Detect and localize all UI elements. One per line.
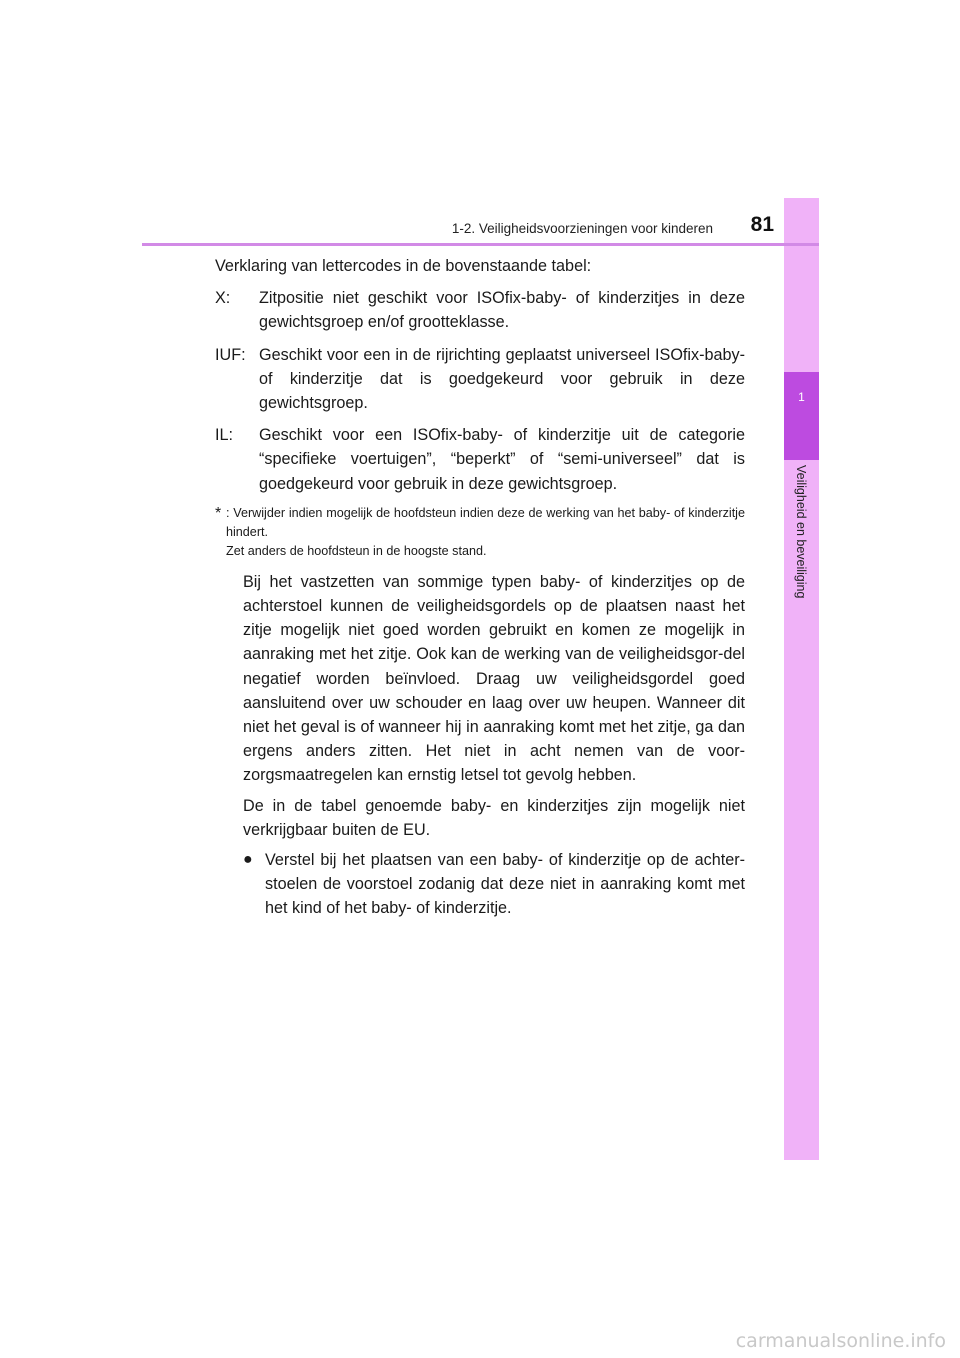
code-key: X: <box>215 289 231 308</box>
bullet-text: Verstel bij het plaatsen van een baby- of kinderzitje op de achter-stoelen de voorstoel zodanig dat deze niet in aanraking komt met het kind of het baby- of kinderzitje. <box>265 851 745 918</box>
footnote <box>215 504 745 561</box>
code-row-iuf <box>215 343 745 416</box>
section-title: 1-2. Veiligheidsvoorzieningen voor kinderen <box>451 221 713 236</box>
code-legend-intro: Verklaring van lettercodes in de bovenstaande tabel: <box>215 257 592 275</box>
footnote-asterisk: * <box>215 504 222 522</box>
list-item <box>215 848 745 921</box>
code-description: Geschikt voor een in de rijrichting geplaatst universeel ISOfix-baby- of kinderzitje dat is goedgekeurd voor gebruik in deze gewichtsgroep. <box>259 345 745 413</box>
page-content <box>215 254 745 921</box>
code-key: IL: <box>215 426 233 445</box>
bullet-icon: ● <box>243 851 253 869</box>
chapter-title: Veiligheid en beveiliging <box>794 465 808 599</box>
page-number: 81 <box>750 213 774 236</box>
body-paragraph: Bij het vastzetten van sommige typen baby- of kinderzitjes op de achterstoel kunnen de veiligheidsgordels op de plaatsen naast het zitje mogelijk niet goed worden gebruikt en komen ze mogelijk in aanraking met het zitje. Ook kan de werking van de veiligheidsgor-del negatief worden beïnvloed. Draag uw veiligheidsgordel goed aansluitend over uw schouder en laag over uw heupen. Wanneer dit niet het geval is of wanneer hij in aanraking komt met het zitje, ga dan ergens anders zitten. Het niet in acht nemen van de voor-zorgsmaatregelen kan ernstig letsel tot gevolg hebben. <box>243 572 745 785</box>
body-paragraph: De in de tabel genoemde baby- en kinderzitjes zijn mogelijk niet verkrijgbaar buiten de EU. <box>243 796 745 839</box>
footnote-line: Zet anders de hoofdsteun in de hoogste stand. <box>226 543 487 558</box>
code-description: Geschikt voor een ISOfix-baby- of kinderzitje uit de categorie “specifieke voertuigen”, “beperkt” of “semi-universeel” dat is goedgekeurd voor gebruik in deze gewichtsgroep. <box>259 426 745 493</box>
chapter-active-marker <box>784 372 819 460</box>
chapter-number: 1 <box>798 390 805 404</box>
footnote-line: : Verwijder indien mogelijk de hoofdsteun indien deze de werking van het baby- of kinderzitje hindert. <box>226 505 745 539</box>
code-description: Zitpositie niet geschikt voor ISOfix-baby- of kinderzitjes in deze gewichtsgroep en/of grootteklasse. <box>259 289 745 332</box>
header-divider <box>142 243 819 246</box>
watermark: carmanualsonline.info <box>735 1330 946 1352</box>
code-row-il <box>215 423 745 496</box>
code-row-x <box>215 286 745 334</box>
footnote-text <box>226 504 745 561</box>
code-key: IUF: <box>215 345 246 364</box>
